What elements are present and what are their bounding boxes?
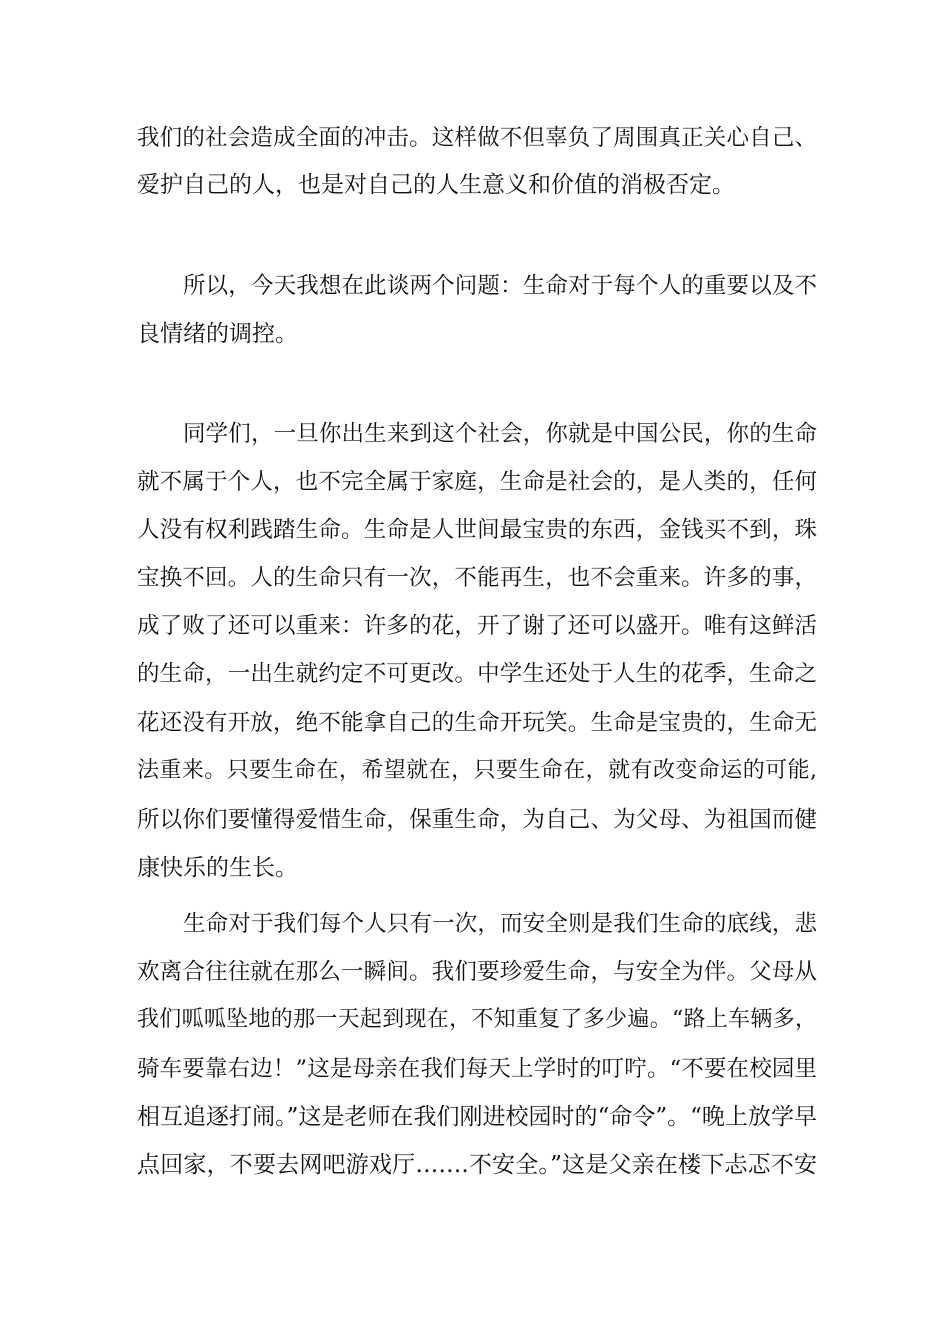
text-line: 人没有权利践踏生命。生命是人世间最宝贵的东西，金钱买不到，珠 — [137, 517, 817, 543]
text-line: 就不属于个人，也不完全属于家庭，生命是社会的，是人类的，任何 — [137, 469, 817, 495]
text-line: 我们的社会造成全面的冲击。这样做不但辜负了周围真正关心自己、 — [137, 125, 817, 151]
text-line: 生命对于我们每个人只有一次，而安全则是我们生命的底线，悲 — [183, 911, 817, 937]
text-line: 爱护自己的人，也是对自己的人生意义和价值的消极否定。 — [137, 172, 735, 198]
text-line: 康快乐的生长。 — [137, 855, 298, 881]
text-line: 成了败了还可以重来：许多的花，开了谢了还可以盛开。唯有这鲜活 — [137, 613, 817, 639]
text-line: 欢离合往往就在那么一瞬间。我们要珍爱生命，与安全为伴。父母从 — [137, 959, 817, 985]
text-line: 相互追逐打闹。”这是老师在我们刚进校园时的“命令”。“晚上放学早 — [137, 1104, 817, 1130]
text-line: 点回家，不要去网吧游戏厅…….不安全。”这是父亲在楼下忐忑不安 — [137, 1152, 817, 1178]
text-line: 我们呱呱坠地的那一天起到现在，不知重复了多少遍。“路上车辆多， — [137, 1007, 817, 1032]
text-line: 所以你们要懂得爱惜生命，保重生命，为自己、为父母、为祖国而健 — [137, 807, 817, 833]
text-line: 同学们，一旦你出生来到这个社会，你就是中国公民，你的生命 — [183, 421, 817, 447]
text-line: 宝换不回。人的生命只有一次，不能再生，也不会重来。许多的事， — [137, 565, 817, 591]
text-line: 法重来。只要生命在，希望就在，只要生命在，就有改变命运的可能, — [137, 758, 817, 783]
text-line: 的生命，一出生就约定不可更改。中学生还处于人生的花季，生命之 — [137, 661, 817, 687]
text-line: 所以，今天我想在此谈两个问题：生命对于每个人的重要以及不 — [183, 273, 817, 299]
text-line: 良情绪的调控。 — [137, 321, 298, 347]
text-line: 骑车要靠右边！”这是母亲在我们每天上学时的叮咛。“不要在校园里 — [137, 1056, 817, 1082]
text-line: 花还没有开放，绝不能拿自己的生命开玩笑。生命是宝贵的，生命无 — [137, 710, 817, 736]
